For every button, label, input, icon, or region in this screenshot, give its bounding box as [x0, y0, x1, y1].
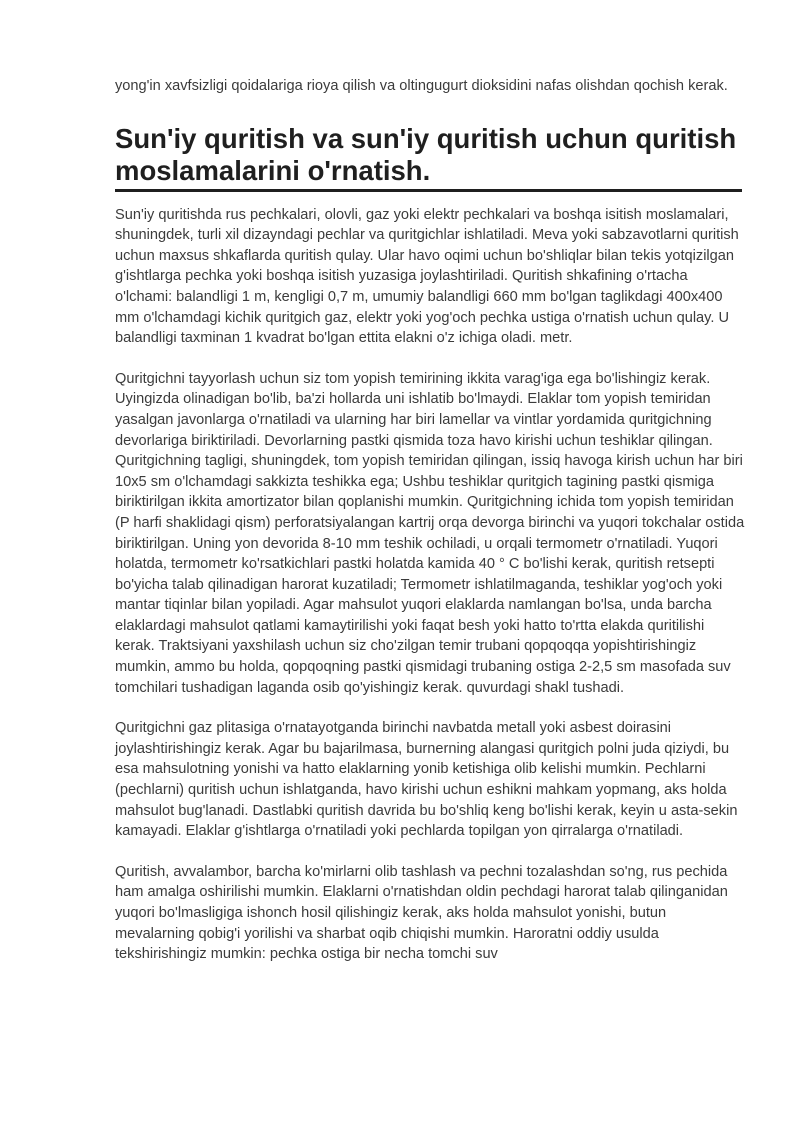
section-heading: Sun'iy quritish va sun'iy quritish uchun quritish moslamalarini o'rnatish. [115, 123, 742, 192]
paragraph-1: Sun'iy quritishda rus pechkalari, olovli, gaz yoki elektr pechkalari va boshqa isitish moslamalari, shuningdek, turli xil dizayndagi pechlar va quritgichlar ishlatiladi. Meva yoki sabzavotlarni quritish uchun maxsus shkaflarda quritish qulay. Ular havo oqimi uchun bo'shliqlar bilan tekis yotqizilgan g'ishtlarga pechka yoki boshqa isitish yuzasiga joylashtiriladi. Quritish shkafining o'rtacha o'lchami: balandligi 1 m, kengligi 0,7 m, umumiy balandligi 660 mm bo'lgan taglikdagi 400x400 mm o'lchamdagi kichik quritgich gaz, elektr yoki yog'och pechka ustiga o'rnatish uchun qulay. U balandligi taxminan 1 kvadrat bo'lgan ettita elakni o'z ichiga oladi. metr. [115, 206, 739, 347]
paragraph-3: Quritgichni gaz plitasiga o'rnatayotganda birinchi navbatda metall yoki asbest doirasini joylashtirishingiz kerak. Agar bu bajarilmasa, burnerning alangasi quritgich polni juda qiziydi, bu esa mahsulotning yonishi va hatto elaklarning yonib ketishiga olib kelishi mumkin. Pechlarni (pechlarni) quritish uchun ishlatganda, havo kirishi uchun eshikni mahkam yopmang, aks holda mahsulot bug'lanadi. Dastlabki quritish davrida bu bo'shliq keng bo'lishi kerak, keyin u asta-sekin kamayadi. Elaklar g'ishtlarga o'rnatiladi yoki pechlarda topilgan yon qirralarga o'rnatiladi. [115, 720, 738, 840]
intro-paragraph: yong'in xavfsizligi qoidalariga rioya qilish va oltingugurt dioksidini nafas olishdan qochish kerak. [115, 78, 728, 94]
section-body [115, 205, 745, 965]
document-page [115, 76, 745, 965]
paragraph-2: Quritgichni tayyorlash uchun siz tom yopish temirining ikkita varag'iga ega bo'lishingiz kerak. Uyingizda olinadigan bo'lib, ba'zi hollarda uni ishlatib bo'lmaydi. Elaklar tom yopish temiridan yasalgan javonlarga o'rnatiladi va ularning har biri lamellar va vintlar yordamida quritgichning devorlariga biriktiriladi. Devorlarning pastki qismida toza havo kirishi uchun teshiklar qilingan. Quritgichning tagligi, shuningdek, tom yopish temiridan qilingan, issiq havoga kirish uchun har biri 10x5 sm o'lchamdagi sakkizta teshikka ega; Ushbu teshiklar quritgich tagining pastki qismiga biriktirilgan ikkita amortizator bilan qoplanishi mumkin. Quritgichning ichida tom yopish temiridan (P harfi shaklidagi qism) perforatsiyalangan kartrij orqa devorga birinchi va yuqori tokchalar ostida biriktirilgan. Uning yon devorida 8-10 mm teshik ochiladi, u orqali termometr o'rnatiladi. Yuqori holatda, termometr ko'rsatkichlari pastki holatda kamida 40 ° C bo'lishi kerak, quritish retsepti bo'yicha talab qilinadigan harorat kuzatiladi; Termometr ishlatilmaganda, teshiklar yog'och yoki mantar tiqinlar bilan yopiladi. Agar mahsulot yuqori elaklarda namlangan bo'lsa, unda barcha elaklardagi mahsulot qatlami kamaytirilishi yoki faqat besh yoki hatto to'rtta elakda quritilishi kerak. Traktsiyani yaxshilash uchun siz cho'zilgan temir trubani qopqoqqa yopishtirishingiz mumkin, ammo bu holda, qopqoqning pastki qismidagi trubaning ostiga 2-2,5 sm masofada suv tomchilari tushadigan laganda osib qo'yishingiz kerak. quvurdagi shakl tushadi. [115, 370, 745, 696]
paragraph-4: Quritish, avvalambor, barcha ko'mirlarni olib tashlash va pechni tozalashdan so'ng, rus pechida ham amalga oshirilishi mumkin. Elaklarni o'rnatishdan oldin pechdagi harorat talab qilinganidan yuqori bo'lmasligiga ishonch hosil qilishingiz kerak, aks holda mahsulot yonishi, butun mevalarning qobig'i yorilishi va sharbat oqib chiqishi mumkin. Haroratni oddiy usulda tekshirishingiz mumkin: pechka ostiga bir necha tomchi suv [115, 863, 728, 963]
